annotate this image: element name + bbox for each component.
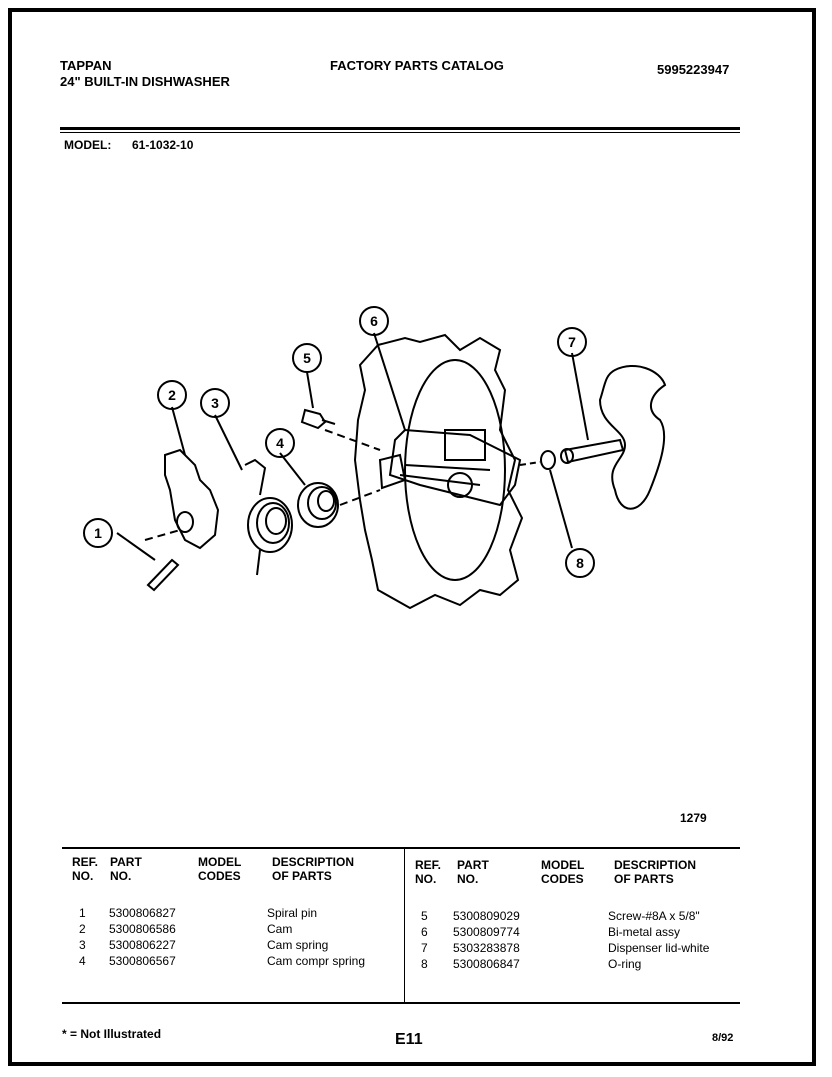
catalog-title: FACTORY PARTS CATALOG [330, 58, 504, 73]
dispenser-lid [600, 366, 665, 509]
desc-cell: Cam [267, 922, 293, 936]
product-name: 24" BUILT-IN DISHWASHER [60, 74, 230, 89]
part-cell: 5300806567 [109, 954, 176, 968]
ref-cell: 3 [79, 938, 86, 952]
table-rule-bottom [62, 1002, 740, 1004]
model-label: MODEL: [64, 138, 112, 152]
desc-cell: Dispenser lid-white [608, 941, 710, 955]
table-row [0, 953, 400, 969]
callout-8: 8 [576, 555, 584, 571]
table-row [405, 908, 740, 924]
callout-5: 5 [303, 350, 311, 366]
table-row [405, 924, 740, 940]
part-cell: 5300806586 [109, 922, 176, 936]
table-row [405, 956, 740, 972]
table-row [0, 921, 400, 937]
table-row [0, 937, 400, 953]
table-row [405, 940, 740, 956]
figure-number: 1279 [680, 811, 707, 825]
ref-cell: 5 [421, 909, 428, 923]
exploded-parts-diagram [60, 290, 760, 620]
callout-2: 2 [168, 387, 176, 403]
catalog-number: 5995223947 [657, 62, 730, 77]
callout-4: 4 [276, 435, 284, 451]
part-cell: 5300809029 [453, 909, 520, 923]
ref-cell: 6 [421, 925, 428, 939]
header-ref-no-left: REF. NO. [72, 855, 99, 883]
desc-cell: Bi-metal assy [608, 925, 681, 939]
desc-cell: Cam spring [267, 938, 329, 952]
table-rule-top [62, 847, 740, 849]
page-number: E11 [395, 1031, 423, 1048]
header-rule-bottom [60, 132, 740, 133]
header-description-right: DESCRIPTION OF PARTS [614, 858, 697, 886]
callout-1: 1 [94, 525, 102, 541]
desc-cell: Screw-#8A x 5/8" [608, 909, 700, 923]
revision-date: 8/92 [712, 1032, 734, 1044]
brand-name: TAPPAN [60, 58, 112, 73]
part-cell: 5300806227 [109, 938, 176, 952]
desc-cell: O-ring [608, 957, 642, 971]
ref-cell: 7 [421, 941, 428, 955]
ref-cell: 1 [79, 906, 86, 920]
table-row [0, 905, 400, 921]
header-rule-top [60, 127, 740, 130]
header-description-left: DESCRIPTION OF PARTS [272, 855, 355, 883]
desc-cell: Cam compr spring [267, 954, 366, 968]
ref-cell: 4 [79, 954, 86, 968]
callout-6: 6 [370, 313, 378, 329]
part-cell: 5300806847 [453, 957, 520, 971]
callout-7: 7 [568, 334, 576, 350]
header-ref-no-right: REF. NO. [415, 858, 442, 886]
part-cell: 5300809774 [453, 925, 520, 939]
header-part-no-right: PART NO. [457, 858, 489, 886]
part-cell: 5303283878 [453, 941, 520, 955]
callout-3: 3 [211, 395, 219, 411]
part-cell: 5300806827 [109, 906, 176, 920]
ref-cell: 2 [79, 922, 86, 936]
header-model-codes-right: MODEL CODES [541, 858, 585, 886]
footnote: * = Not Illustrated [62, 1027, 162, 1041]
ref-cell: 8 [421, 957, 428, 971]
cam-part [165, 450, 218, 548]
header-part-no-left: PART NO. [110, 855, 142, 883]
model-value: 61-1032-10 [132, 138, 194, 152]
header-model-codes-left: MODEL CODES [198, 855, 242, 883]
desc-cell: Spiral pin [267, 906, 318, 920]
